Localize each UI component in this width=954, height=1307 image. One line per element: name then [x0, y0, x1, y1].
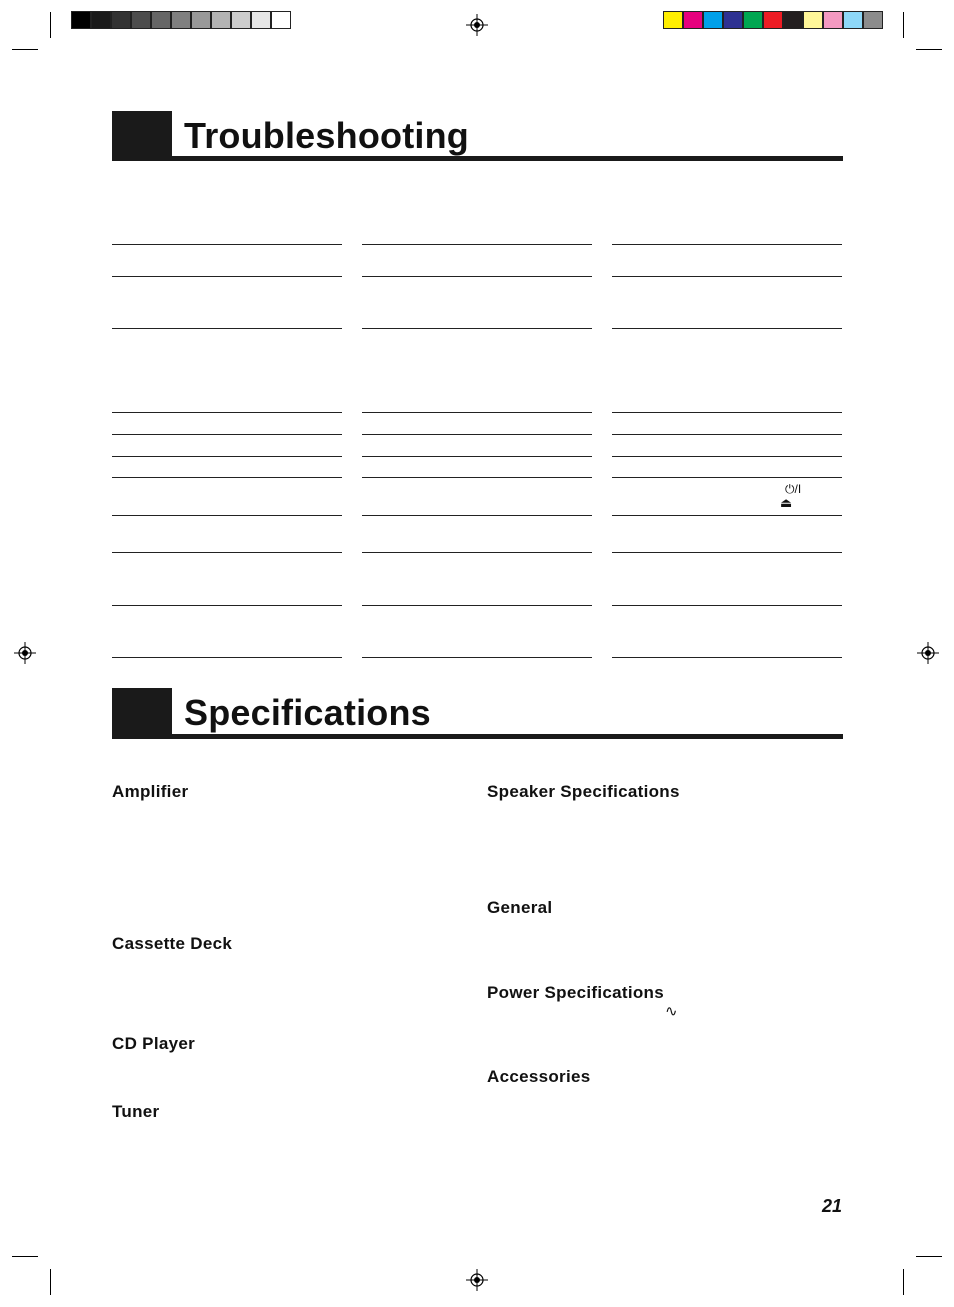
gray-swatch	[131, 11, 151, 29]
registration-target-icon	[466, 1269, 488, 1291]
spec-heading-general: General	[487, 898, 553, 917]
gray-swatch	[71, 11, 91, 29]
gray-swatch	[231, 11, 251, 29]
table-rule	[612, 515, 842, 516]
troubleshooting-title: Troubleshooting	[184, 115, 469, 156]
table-rule	[612, 477, 842, 478]
page-number: 21	[821, 1196, 842, 1216]
table-rule	[612, 434, 842, 435]
table-rule	[612, 657, 842, 658]
table-rule	[112, 552, 342, 553]
spec-heading-accessories: Accessories	[487, 1067, 591, 1086]
gray-swatch	[111, 11, 131, 29]
table-rule	[362, 657, 592, 658]
eject-icon: ⏏	[780, 495, 793, 510]
color-swatch	[763, 11, 783, 29]
section-title-rule	[112, 156, 843, 161]
table-rule	[112, 434, 342, 435]
gray-swatch	[151, 11, 171, 29]
section-title-block	[112, 111, 172, 161]
section-title-rule	[112, 734, 843, 739]
color-swatch	[663, 11, 683, 29]
table-rule	[362, 515, 592, 516]
table-rule	[112, 328, 342, 329]
spec-heading-tuner: Tuner	[112, 1102, 160, 1121]
spec-heading-cassette-deck: Cassette Deck	[112, 934, 233, 953]
gray-swatch	[211, 11, 231, 29]
registration-target-icon	[917, 642, 939, 664]
table-rule	[612, 412, 842, 413]
crop-mark	[50, 12, 51, 38]
gray-swatch	[251, 11, 271, 29]
crop-mark	[916, 1256, 942, 1257]
color-swatch	[723, 11, 743, 29]
spec-heading-speaker: Speaker Specifications	[487, 782, 680, 801]
table-rule	[362, 244, 592, 245]
gray-swatch	[91, 11, 111, 29]
color-swatch	[863, 11, 883, 29]
spec-heading-amplifier: Amplifier	[112, 782, 189, 801]
table-rule	[362, 552, 592, 553]
color-swatch	[703, 11, 723, 29]
table-rule	[112, 244, 342, 245]
table-rule	[612, 244, 842, 245]
crop-mark	[916, 49, 942, 50]
table-rule	[362, 605, 592, 606]
table-rule	[362, 434, 592, 435]
table-rule	[612, 456, 842, 457]
table-rule	[112, 412, 342, 413]
spec-heading-cd-player: CD Player	[112, 1034, 196, 1053]
section-title-block	[112, 688, 172, 739]
table-rule	[362, 276, 592, 277]
table-rule	[112, 515, 342, 516]
spec-heading-power: Power Specifications	[487, 983, 664, 1002]
table-rule	[112, 276, 342, 277]
crop-mark	[903, 1269, 904, 1295]
table-rule	[362, 456, 592, 457]
specifications-title: Specifications	[184, 692, 431, 733]
gray-swatch	[171, 11, 191, 29]
gray-swatch	[191, 11, 211, 29]
table-rule	[612, 276, 842, 277]
color-swatch	[683, 11, 703, 29]
table-rule	[362, 477, 592, 478]
registration-target-icon	[14, 642, 36, 664]
crop-mark	[12, 1256, 38, 1257]
power-standby-icon: ⏻/Ι	[785, 482, 802, 496]
table-rule	[112, 477, 342, 478]
color-swatch	[823, 11, 843, 29]
table-rule	[612, 552, 842, 553]
gray-swatch	[271, 11, 291, 29]
table-rule	[612, 605, 842, 606]
crop-mark	[50, 1269, 51, 1295]
color-swatch	[743, 11, 763, 29]
ac-sine-icon: ∿	[665, 1003, 678, 1020]
table-rule	[362, 328, 592, 329]
color-swatch	[783, 11, 803, 29]
crop-mark	[903, 12, 904, 38]
table-rule	[612, 328, 842, 329]
registration-target-icon	[466, 14, 488, 36]
table-rule	[112, 605, 342, 606]
color-swatch	[843, 11, 863, 29]
color-swatch	[803, 11, 823, 29]
table-rule	[112, 456, 342, 457]
crop-mark	[12, 49, 38, 50]
table-rule	[362, 412, 592, 413]
table-rule	[112, 657, 342, 658]
